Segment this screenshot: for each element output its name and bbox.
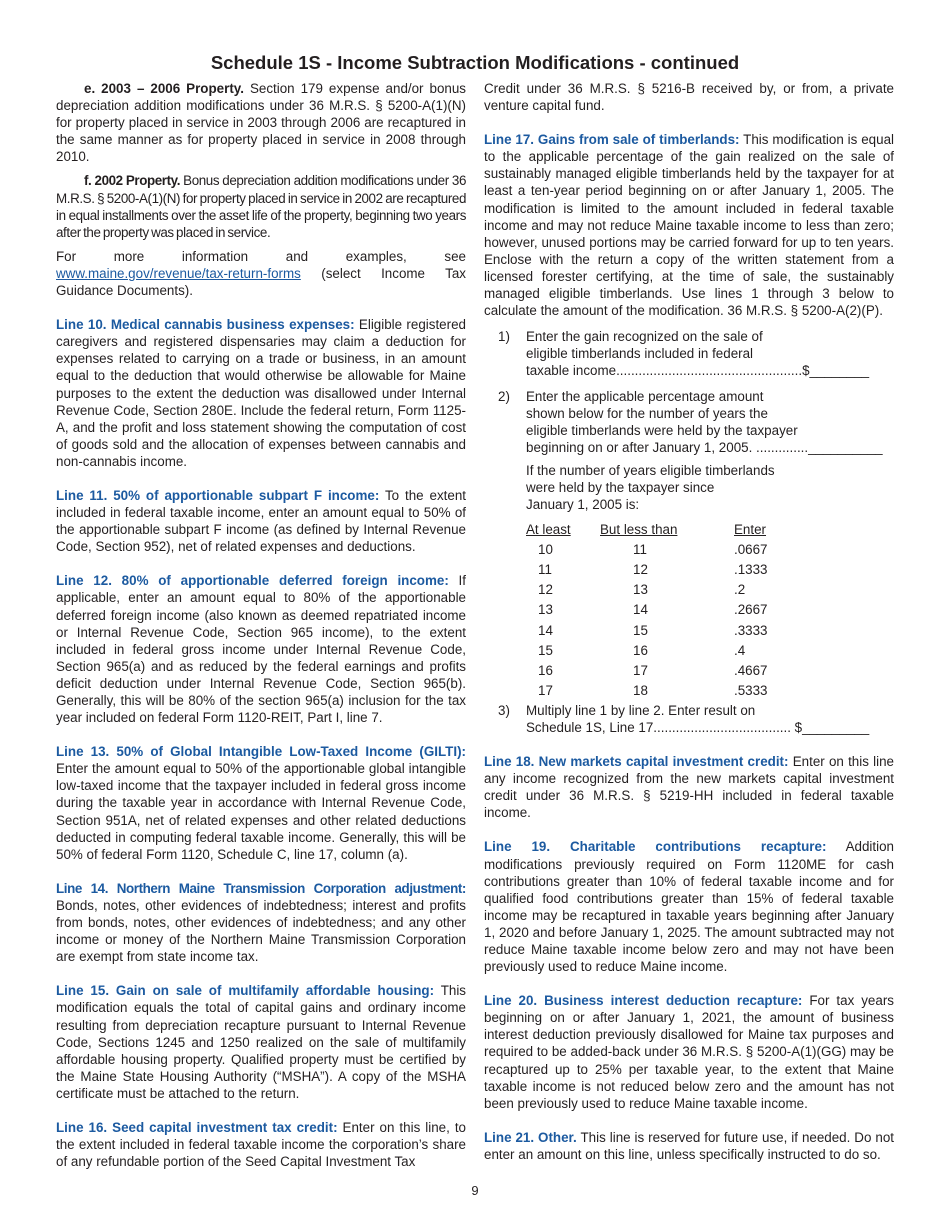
table-row — [526, 539, 814, 559]
line-20-text: For tax years beginning on or after January 1, 2021, the amount of business interest deduction previously disallowed for Maine tax purposes and required to be added-back under 36 M.R.S. § 5200-A(1)(GG) may be recaptured up to 25% per taxable year, to the extent that Maine taxable income is not reduced below zero and the amount has not been previously used to reduce Maine taxable income. — [484, 993, 894, 1111]
page-number: 9 — [471, 1183, 479, 1198]
step-1-line-3: taxable income..................................................$________ — [526, 363, 870, 379]
line-13-heading: Line 13. 50% of Global Intangible Low-Taxed Income (GILTI): — [56, 744, 466, 760]
line-19-heading: Line 19. Charitable contributions recapture: — [484, 839, 827, 855]
property-2002-paragraph — [56, 172, 466, 240]
line-17-paragraph — [484, 131, 894, 319]
line-14-heading: Line 14. Northern Maine Transmission Corporation adjustment: — [56, 880, 466, 896]
cell-at-least: 17 — [538, 683, 553, 699]
cell-at-least: 12 — [538, 582, 553, 598]
cell-enter: .2 — [734, 582, 746, 598]
line-14-paragraph — [56, 880, 466, 965]
cell-enter: .1333 — [734, 562, 768, 578]
table-row — [526, 660, 814, 680]
line-10-heading: Line 10. Medical cannabis business expenses: — [56, 317, 355, 333]
property-2003-2006-paragraph — [56, 80, 466, 165]
step-2-number: 2) — [498, 388, 510, 404]
worksheet-step-2 — [484, 388, 894, 514]
cell-at-least: 15 — [538, 642, 553, 658]
line-16-continued: Credit under 36 M.R.S. § 5216-B received by, or from, a private venture capital fund. — [484, 81, 894, 114]
line-17-heading: Line 17. Gains from sale of timberlands: — [484, 132, 740, 148]
step-2-note-3: January 1, 2005 is: — [526, 497, 640, 513]
step-1-number: 1) — [498, 329, 510, 345]
line-10-text: Eligible registered caregivers and registered dispensaries may claim a deduction for expenses related to carrying on a trade or business, in an amount equal to the deduction that would otherwise be allowable for Maine purposes to the extent the deduction was disallowed under Internal Revenue Code, Section 280E. Include the federal return, Form 1125-A, and the profit and loss statement showing the computation of cost of goods sold and the allocation of expenses between cannabis and non-cannabis income. — [56, 317, 466, 469]
table-row — [526, 640, 814, 660]
worksheet-step-1 — [484, 328, 894, 379]
line-12-paragraph — [56, 572, 466, 726]
table-row — [526, 681, 814, 701]
line-12-text: If applicable, enter an amount equal to 80% of the apportionable deferred foreign income (also known as deemed repatriated income or Internal Revenue Code, Section 965 income), to the extent included in federal gross income under Internal Revenue Code, Section 965(a) and as reduced by the federal earnings and profits deficit deduction under Internal Revenue Code, Section 965(b). Generally, this will be 80% of the section 965(a) inclusion for the tax year included on federal Form 1120-REIT, Part I, line 7. — [56, 573, 466, 726]
line-17-text: This modification is equal to the applicable percentage of the gain realized on the sale of sustainably managed eligible timberlands held by the taxpayer for at least a ten-year period beginning on or after January 1, 2005. The modification is limited to the amount included in federal taxable income and may not reduce Maine taxable income to less than zero; however, unused portions may be carried forward for up to ten years. Enclose with the return a copy of the written statement from a licensed forester certifying, at the time of sale, the sustainably managed eligible timberlands. Use lines 1 through 3 below to calculate the amount of the modification. 36 M.R.S. § 5200-A(2)(P). — [484, 132, 894, 319]
cell-less-than: 17 — [633, 663, 648, 679]
more-info-text: For more information and examples, see — [56, 248, 466, 264]
step-3-number: 3) — [498, 702, 510, 718]
table-row — [526, 620, 814, 640]
line-21-paragraph — [484, 1129, 894, 1163]
line-18-text: Enter on this line any income recognized from the new markets capital investment credit under 36 M.R.S. § 5219-HH included in federal taxable income. — [484, 754, 894, 821]
cell-less-than: 18 — [633, 683, 648, 699]
line-16-text: Enter on this line, to the extent included in federal taxable income the corporation’s share of any refundable portion of the Seed Capital Investment Tax — [56, 1119, 466, 1170]
cell-at-least: 16 — [538, 663, 553, 679]
cell-enter: .2667 — [734, 602, 768, 618]
line-19-paragraph — [484, 838, 894, 975]
line-15-paragraph — [56, 982, 466, 1102]
timberland-worksheet — [484, 328, 894, 736]
property-2003-2006-text: Section 179 expense and/or bonus depreciation addition modifications under 36 M.R.S. § 5200-A(1)(N) for property placed in service in 2003 through 2006 are recaptured in the same manner as for property placed in service in 2008 through 2010. — [56, 81, 466, 165]
header-enter: Enter — [734, 521, 767, 537]
line-10-paragraph — [56, 316, 466, 470]
cell-enter: .4 — [734, 642, 746, 658]
step-2-line-2: shown below for the number of years the — [526, 405, 768, 421]
more-info-suffix: (select Income Tax Guidance Documents). — [56, 265, 466, 299]
step-2-line-1: Enter the applicable percentage amount — [526, 388, 764, 404]
percentage-table — [526, 519, 814, 701]
line-15-heading: Line 15. Gain on sale of multifamily affordable housing: — [56, 983, 435, 999]
line-18-paragraph — [484, 753, 894, 821]
line-13-paragraph — [56, 743, 466, 863]
table-header-row — [526, 519, 814, 539]
property-2002-text: Bonus depreciation addition modifications under 36 M.R.S. § 5200-A(1)(N) for property placed in service in 2002 are recaptured in equal installments over the asset life of the property, beginning two years after the property was placed in service. — [56, 173, 466, 240]
line-11-heading: Line 11. 50% of apportionable subpart F income: — [56, 487, 380, 503]
cell-less-than: 14 — [633, 602, 648, 618]
step-2-note-1: If the number of years eligible timberlands — [526, 462, 775, 478]
header-at-least: At least — [526, 521, 571, 537]
step-1-line-2: eligible timberlands included in federal — [526, 346, 754, 362]
step-1-line-1: Enter the gain recognized on the sale of — [526, 329, 763, 345]
line-16-heading: Line 16. Seed capital investment tax credit: — [56, 1119, 338, 1135]
step-3-line-1: Multiply line 1 by line 2. Enter result on — [526, 702, 756, 718]
cell-enter: .0667 — [734, 541, 768, 557]
step-2-note-2: were held by the taxpayer since — [526, 479, 715, 495]
line-13-text: Enter the amount equal to 50% of the apportionable global intangible low-taxed income that the taxpayer included in federal gross income during the taxable year in accordance with Internal Revenue Code, Section 951A, net of related expenses and other related deductions deducted in computing federal taxable income. Generally, this will be 50% of federal Form 1120, Schedule C, line 17, column (a). — [56, 761, 466, 862]
cell-less-than: 13 — [633, 582, 648, 598]
line-21-text: This line is reserved for future use, if needed. Do not enter an amount on this line, unless specifically instructed to do so. — [484, 1129, 894, 1162]
left-column — [56, 80, 466, 1170]
more-info-paragraph — [56, 248, 466, 299]
right-column — [484, 80, 894, 1163]
line-11-text: To the extent included in federal taxable income, enter an amount equal to 50% of the apportionable subpart F income (as defined by Internal Revenue Code, Section 952), net of related expenses and deductions. — [56, 487, 466, 555]
header-but-less-than: But less than — [600, 521, 678, 537]
cell-at-least: 13 — [538, 602, 553, 618]
page-title: Schedule 1S - Income Subtraction Modifications - continued — [210, 52, 740, 73]
tax-forms-link[interactable]: www.maine.gov/revenue/tax-return-forms — [56, 265, 301, 281]
line-15-text: This modification equals the total of capital gains and ordinary income resulting from depreciation recapture pursuant to Internal Revenue Code, Sections 1245 and 1250 realized on the sale of multifamily affordable housing property. Qualified property must be certified by the Maine State Housing Authority (“MSHA”). A copy of the MSHA certificate must be attached to the return. — [56, 983, 466, 1101]
line-12-heading: Line 12. 80% of apportionable deferred foreign income: — [56, 573, 449, 589]
line-14-text: Bonds, notes, other evidences of indebtedness; interest and profits from bonds, notes, other evidences of indebtedness; and any other income or money of the Northern Maine Transmission Corporation are exempt from state income tax. — [56, 897, 466, 965]
cell-less-than: 12 — [633, 562, 648, 578]
line-19-text: Addition modifications previously required on Form 1120ME for cash contributions greater than 10% of federal taxable income and for qualified food contributions greater than 15% of federal taxable income may be recaptured in taxable years beginning after January 1, 2020 and before January 1, 2025. The amount subtracted may not reduce Maine taxable income below zero and may not have been previously used to reduce Maine income. — [484, 839, 894, 975]
line-11-paragraph — [56, 487, 466, 555]
step-2-line-3: eligible timberlands were held by the taxpayer — [526, 422, 798, 438]
cell-enter: .5333 — [734, 683, 768, 699]
property-2002-heading: f. 2002 Property. — [84, 173, 181, 189]
cell-less-than: 15 — [633, 622, 648, 638]
line-18-heading: Line 18. New markets capital investment credit: — [484, 754, 789, 770]
cell-less-than: 16 — [633, 642, 648, 658]
cell-at-least: 14 — [538, 622, 553, 638]
cell-enter: .3333 — [734, 622, 768, 638]
line-20-heading: Line 20. Business interest deduction recapture: — [484, 993, 803, 1009]
property-2003-2006-heading: e. 2003 – 2006 Property. — [84, 81, 244, 96]
worksheet-step-3 — [484, 702, 894, 736]
table-row — [526, 600, 814, 620]
line-21-heading: Line 21. Other. — [484, 1129, 577, 1145]
cell-at-least: 10 — [538, 541, 553, 557]
line-16-paragraph — [56, 1119, 466, 1170]
cell-at-least: 11 — [538, 562, 552, 578]
step-2-line-4: beginning on or after January 1, 2005. ..............__________ — [526, 439, 883, 455]
table-row — [526, 580, 814, 600]
line-20-paragraph — [484, 992, 894, 1112]
step-3-line-2: Schedule 1S, Line 17..................................... $_________ — [526, 719, 870, 735]
cell-enter: .4667 — [734, 663, 768, 679]
table-row — [526, 560, 814, 580]
cell-less-than: 11 — [633, 541, 647, 557]
